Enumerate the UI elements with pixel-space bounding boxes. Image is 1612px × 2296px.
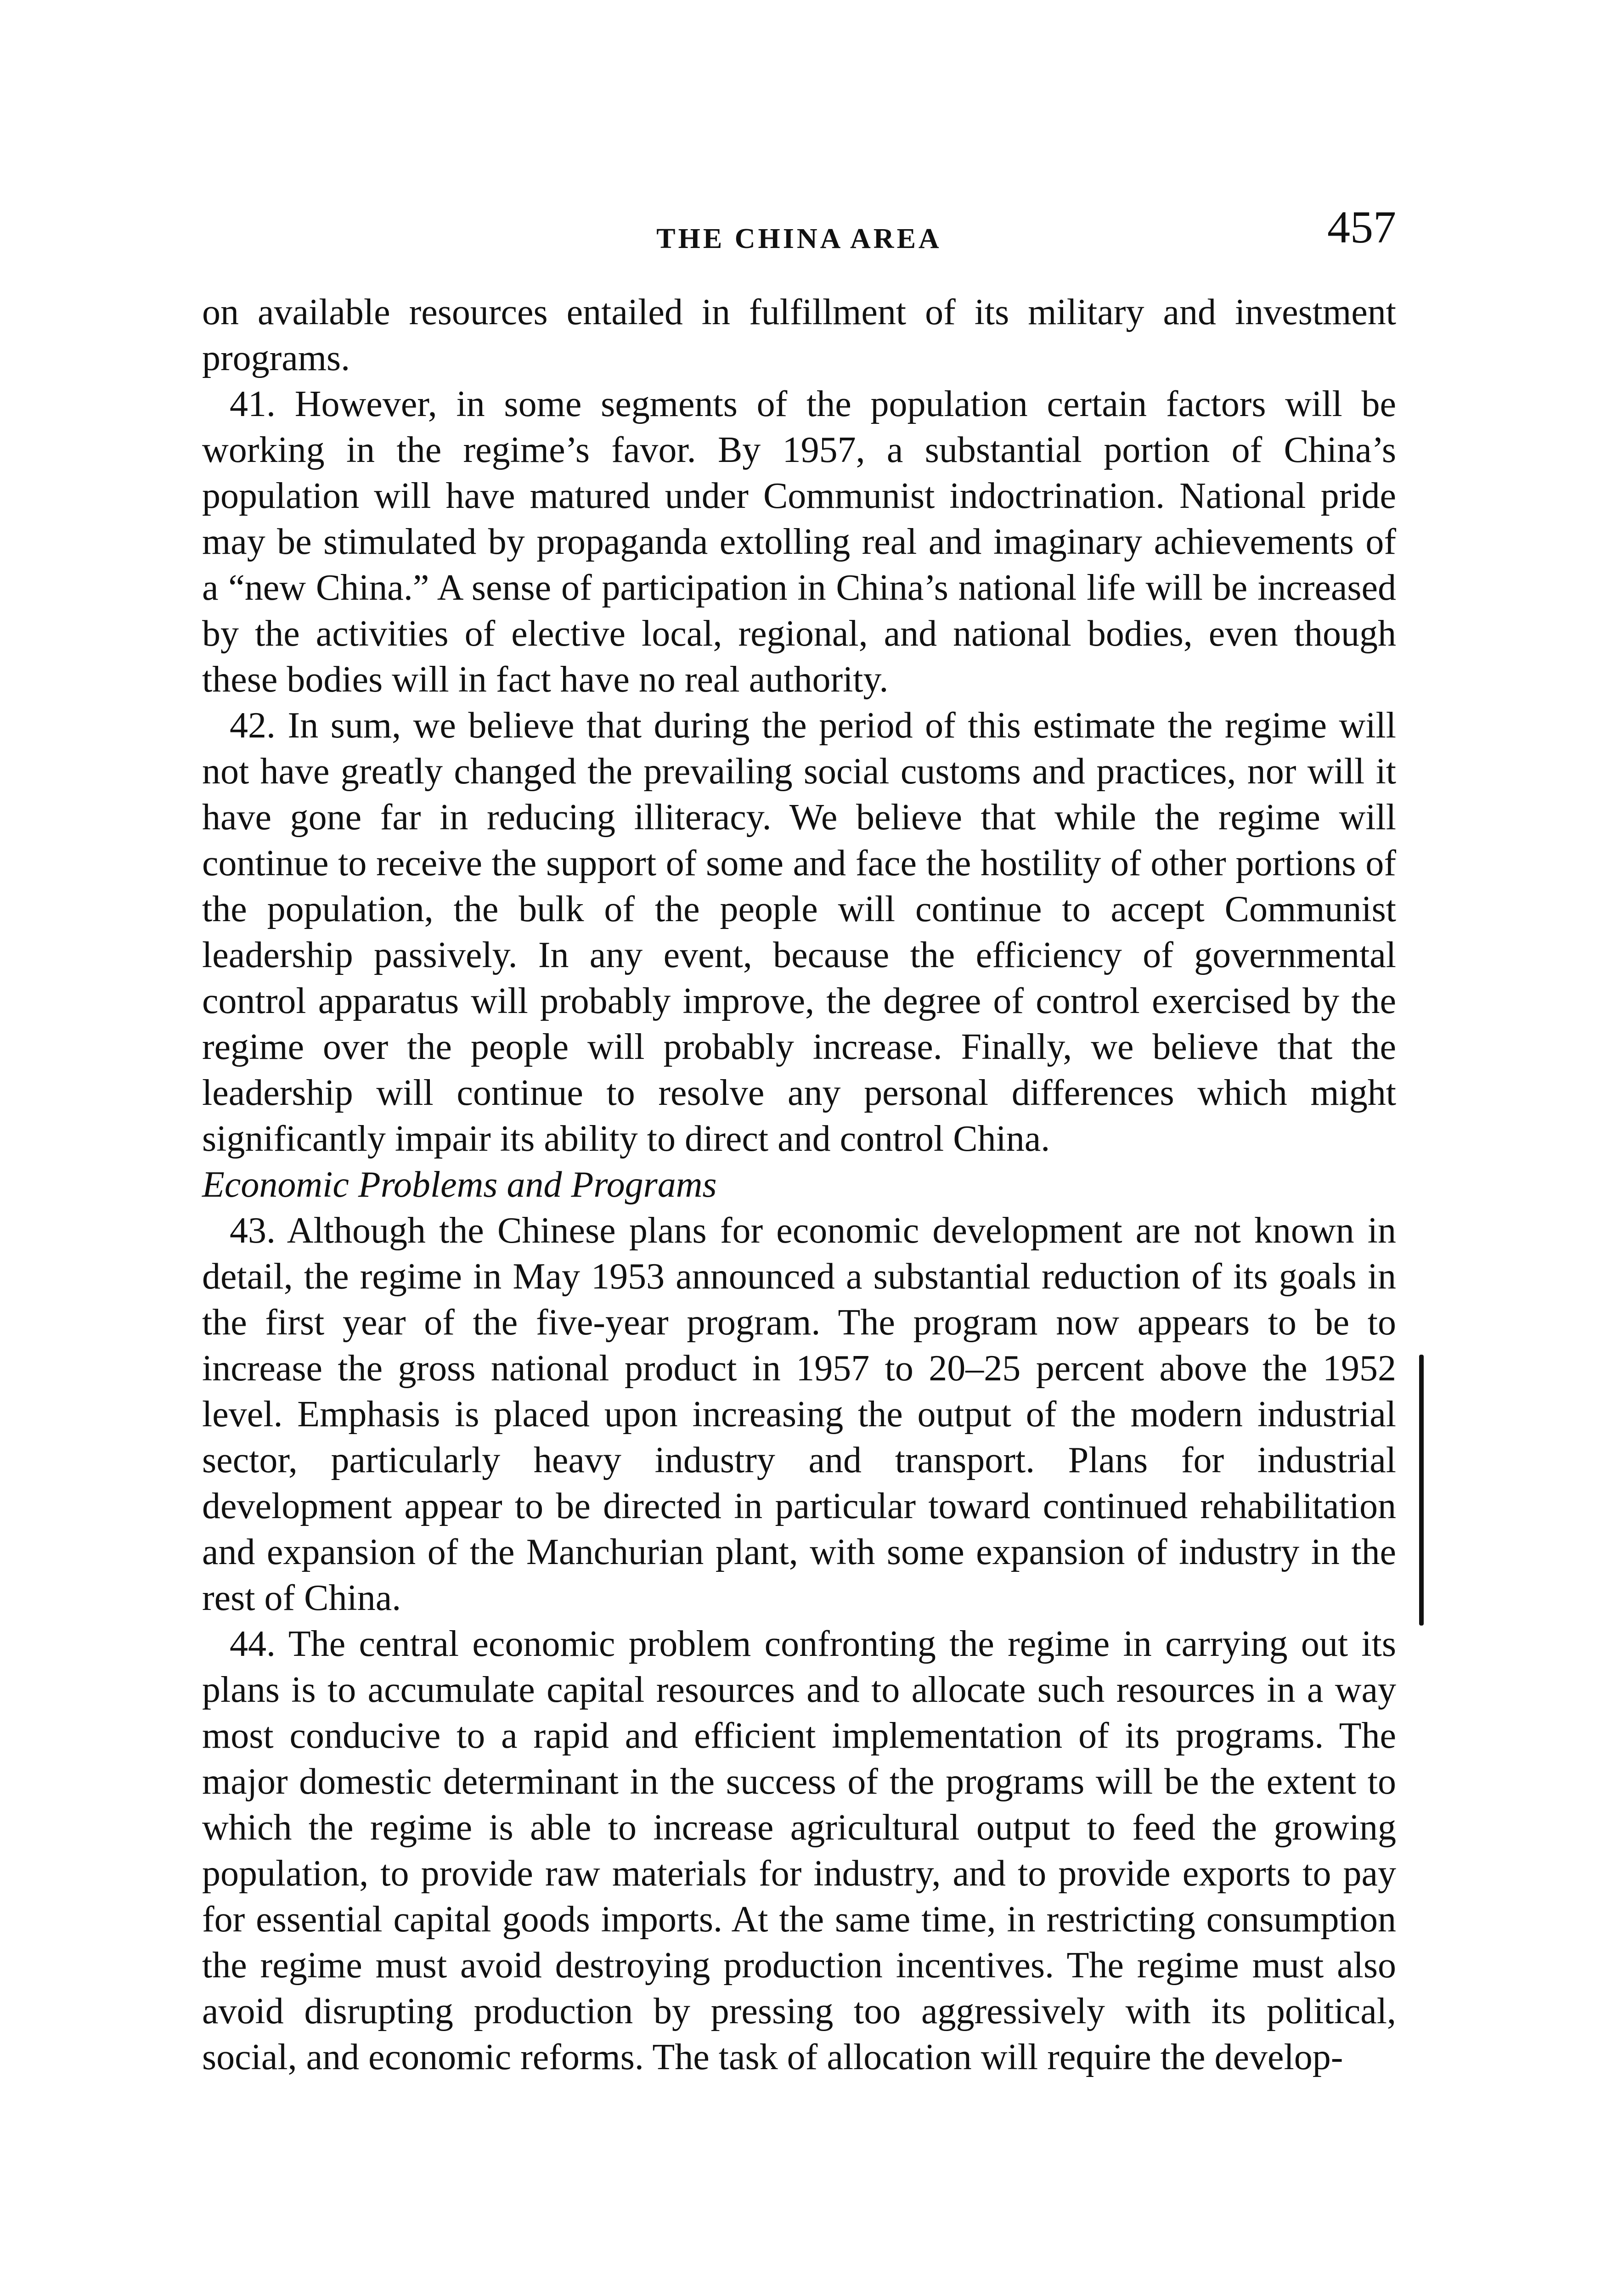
- paragraph-43: 43. Although the Chinese plans for economic development are not known in detail, the regime in May 1953 announced a substantial reduction of its goals in the first year of the five-year program. The program now appears to be to increase the gross national product in 1957 to 20–25 percent above the 1952 level. Emphasis is placed upon increasing the output of the modern industrial sector, particularly heavy industry and transport. Plans for industrial development appear to be directed in particular toward continued rehabilitation and expansion of the Manchurian plant, with some expansion of industry in the rest of China.: [202, 1210, 1396, 1618]
- body-text: [202, 289, 1396, 2080]
- page-header: [202, 204, 1396, 273]
- section-heading: Economic Problems and Programs: [202, 1165, 717, 1205]
- paragraph-continuation: on available resources entailed in fulfillment of its military and investment programs.: [202, 292, 1396, 378]
- paragraph-41: 41. However, in some segments of the population certain factors will be working in the regime’s favor. By 1957, a substantial portion of China’s population will have matured under Communist indoctrination. National pride may be stimulated by propaganda extolling real and imaginary achievements of a “new China.” A sense of participation in China’s national life will be increased by the activities of elective local, regional, and national bodies, even though these bodies will in fact have no real authority.: [202, 384, 1396, 700]
- running-head: THE CHINA AREA: [656, 223, 942, 254]
- paragraph-44: 44. The central economic problem confronting the regime in carrying out its plans is to accumulate capital resources and to allocate such resources in a way most conducive to a rapid and efficient implementation of its programs. The major domestic determinant in the success of the programs will be the extent to which the regime is able to increase agricultural output to feed the growing population, to provide raw materials for industry, and to provide exports to pay for essential capital goods imports. At the same time, in restricting consumption the regime must avoid destroying production incentives. The regime must also avoid disrupting production by pressing too aggressively with its political, social, and economic reforms. The task of allocation will require the develop-: [202, 1624, 1396, 2077]
- paragraph-42: 42. In sum, we believe that during the period of this estimate the regime will not have greatly changed the prevailing social customs and practices, nor will it have gone far in reducing illiteracy. We believe that while the regime will continue to receive the support of some and face the hostility of other portions of the population, the bulk of the people will continue to accept Communist leadership passively. In any event, because the efficiency of governmental control apparatus will probably improve, the degree of control exercised by the regime over the people will probably increase. Finally, we believe that the leadership will continue to resolve any personal differences which might significantly impair its ability to direct and control China.: [202, 705, 1396, 1159]
- margin-revision-bar: [1419, 1355, 1424, 1626]
- page-number: 457: [1327, 202, 1396, 253]
